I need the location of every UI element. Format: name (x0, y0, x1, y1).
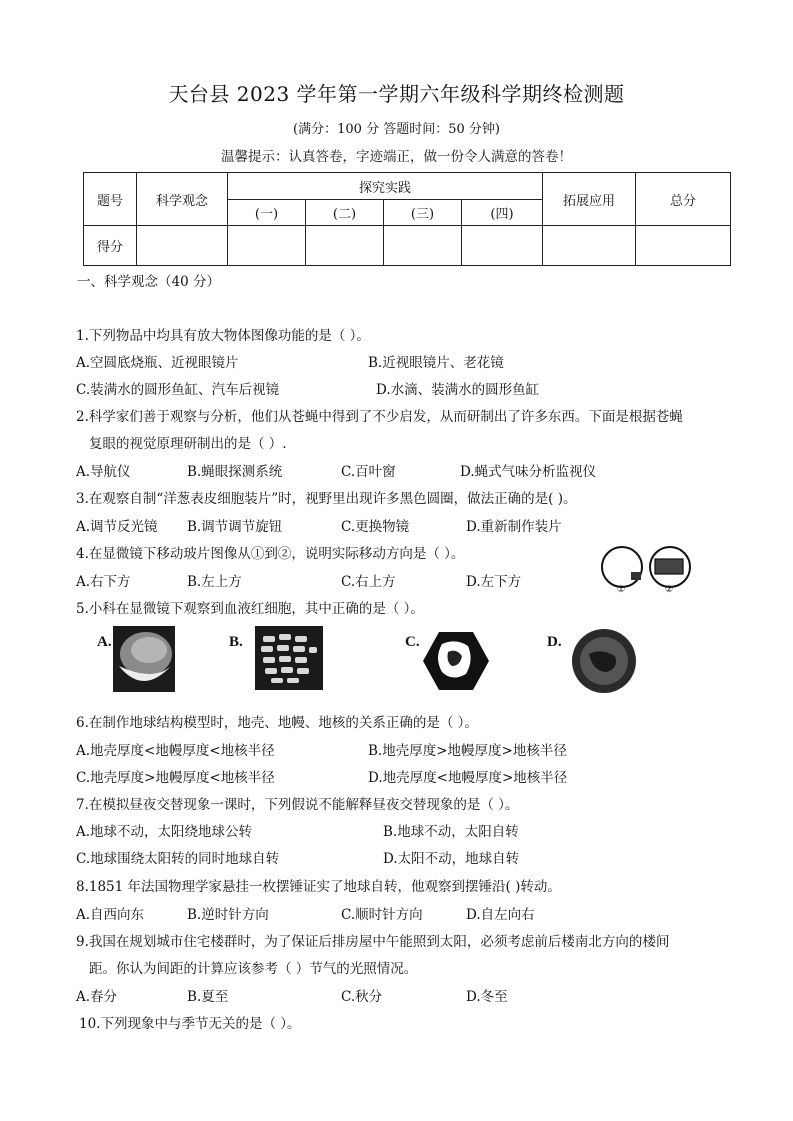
header-inquiry: 探究实践 (228, 173, 543, 200)
question-2: 2.科学家们善于观察与分析，他们从苍蝇中得到了不少启发，从而研制出了许多东西。下面是根据苍蝇 (76, 409, 683, 425)
score-cell[interactable] (137, 226, 228, 266)
option-b: B.蝇眼探测系统 (187, 464, 283, 480)
option-d: D.冬至 (466, 989, 508, 1005)
header-question-number: 题号 (84, 173, 137, 226)
question-3: 3.在观察自制“洋葱表皮细胞装片”时，视野里出现许多黑色圆圈，做法正确的是( )。 (76, 491, 577, 507)
section-heading: 一、科学观念（40 分） (77, 274, 220, 290)
cell-image-d (571, 626, 637, 696)
figure-label-a: A. (97, 634, 112, 650)
option-b: B.左上方 (187, 574, 242, 590)
score-cell[interactable] (543, 226, 636, 266)
option-c: C.秋分 (341, 989, 383, 1005)
question-4: 4.在显微镜下移动玻片图像从①到②，说明实际移动方向是（ ）。 (76, 546, 465, 562)
question-9-cont: 距。你认为间距的计算应该参考（ ）节气的光照情况。 (89, 961, 418, 977)
question-8: 8.1851 年法国物理学家悬挂一枚摆锤证实了地球自转，他观察到摆锤沿( )转动。 (76, 879, 561, 895)
cell-image-c (422, 630, 490, 692)
option-d: D.自左向右 (466, 907, 535, 923)
page-title: 天台县 2023 学年第一学期六年级科学期终检测题 (168, 82, 625, 106)
microscope-view-figure (600, 544, 695, 600)
question-6: 6.在制作地球结构模型时，地壳、地幔、地核的关系正确的是（ ）。 (76, 715, 478, 731)
tip-text: 温馨提示：认真答卷，字迹端正，做一份令人满意的答卷！ (221, 149, 572, 165)
option-b: B.近视眼镜片、老花镜 (368, 355, 504, 371)
figure-label-b: B. (229, 634, 243, 650)
option-c: C.百叶窗 (341, 464, 396, 480)
option-c: C.顺时针方向 (341, 907, 423, 923)
option-a: A.春分 (76, 989, 118, 1005)
question-10: 10.下列现象中与季节无关的是（ ）。 (79, 1016, 301, 1032)
cell-image-a (113, 626, 175, 692)
option-b: B.地壳厚度>地幔厚度>地核半径 (368, 743, 567, 759)
option-d: D.重新制作装片 (466, 519, 562, 535)
inquiry-part-1: (一) (228, 200, 306, 226)
score-cell[interactable] (306, 226, 384, 266)
option-a: A.地球不动，太阳绕地球公转 (76, 824, 253, 840)
option-d: D.左下方 (466, 574, 522, 590)
header-science-concept: 科学观念 (137, 173, 228, 226)
header-extension: 拓展应用 (543, 173, 636, 226)
figure-label-d: D. (547, 634, 562, 650)
option-a: A.空圆底烧瓶、近视眼镜片 (76, 355, 239, 371)
score-cell[interactable] (384, 226, 462, 266)
option-c: C.更换物镜 (341, 519, 410, 535)
option-b: B.地球不动，太阳自转 (383, 824, 519, 840)
inquiry-part-2: (二) (306, 200, 384, 226)
view-label-1: ① (617, 585, 626, 595)
score-cell[interactable] (228, 226, 306, 266)
question-7: 7.在模拟昼夜交替现象一课时，下列假说不能解释昼夜交替现象的是（ ）。 (76, 797, 519, 813)
score-cell[interactable] (636, 226, 731, 266)
inquiry-part-4: (四) (462, 200, 543, 226)
exam-info: (满分：100 分 答题时间：50 分钟) (293, 122, 500, 137)
header-total: 总分 (636, 173, 731, 226)
option-c: C.右上方 (341, 574, 396, 590)
slide-image-2 (655, 559, 683, 574)
option-c: C.地壳厚度>地幔厚度<地核半径 (76, 770, 275, 786)
row-score-label: 得分 (84, 226, 137, 266)
option-b: B.调节调节旋钮 (187, 519, 283, 535)
question-9: 9.我国在规划城市住宅楼群时，为了保证后排房屋中午能照到太阳，必须考虑前后楼南北方向的楼间 (76, 934, 670, 950)
view-label-2: ② (665, 585, 674, 595)
score-table (83, 172, 731, 266)
option-d: D.太阳不动，地球自转 (383, 851, 520, 867)
figure-label-c: C. (405, 634, 420, 650)
option-d: D.水滴、装满水的圆形鱼缸 (376, 382, 540, 398)
inquiry-part-3: (三) (384, 200, 462, 226)
cell-image-b (255, 626, 323, 690)
option-a: A.导航仪 (76, 464, 131, 480)
option-a: A.地壳厚度<地幔厚度<地核半径 (76, 743, 275, 759)
option-a: A.右下方 (76, 574, 131, 590)
question-2-cont: 复眼的视觉原理研制出的是（ ）. (89, 436, 287, 452)
score-cell[interactable] (462, 226, 543, 266)
option-c: C.装满水的圆形鱼缸、汽车后视镜 (76, 382, 280, 398)
option-b: B.逆时针方向 (187, 907, 269, 923)
option-c: C.地球围绕太阳转的同时地球自转 (76, 851, 280, 867)
option-a: A.自西向东 (76, 907, 145, 923)
option-b: B.夏至 (187, 989, 229, 1005)
option-d: D.蝇式气味分析监视仪 (460, 464, 597, 480)
slide-image-1 (631, 572, 641, 580)
option-d: D.地壳厚度<地幔厚度>地核半径 (368, 770, 568, 786)
question-5: 5.小科在显微镜下观察到血液红细胞，其中正确的是（ ）。 (76, 601, 424, 617)
question-1: 1.下列物品中均具有放大物体图像功能的是（ ）。 (76, 328, 370, 344)
view-circle-1 (602, 547, 642, 587)
option-a: A.调节反光镜 (76, 519, 158, 535)
